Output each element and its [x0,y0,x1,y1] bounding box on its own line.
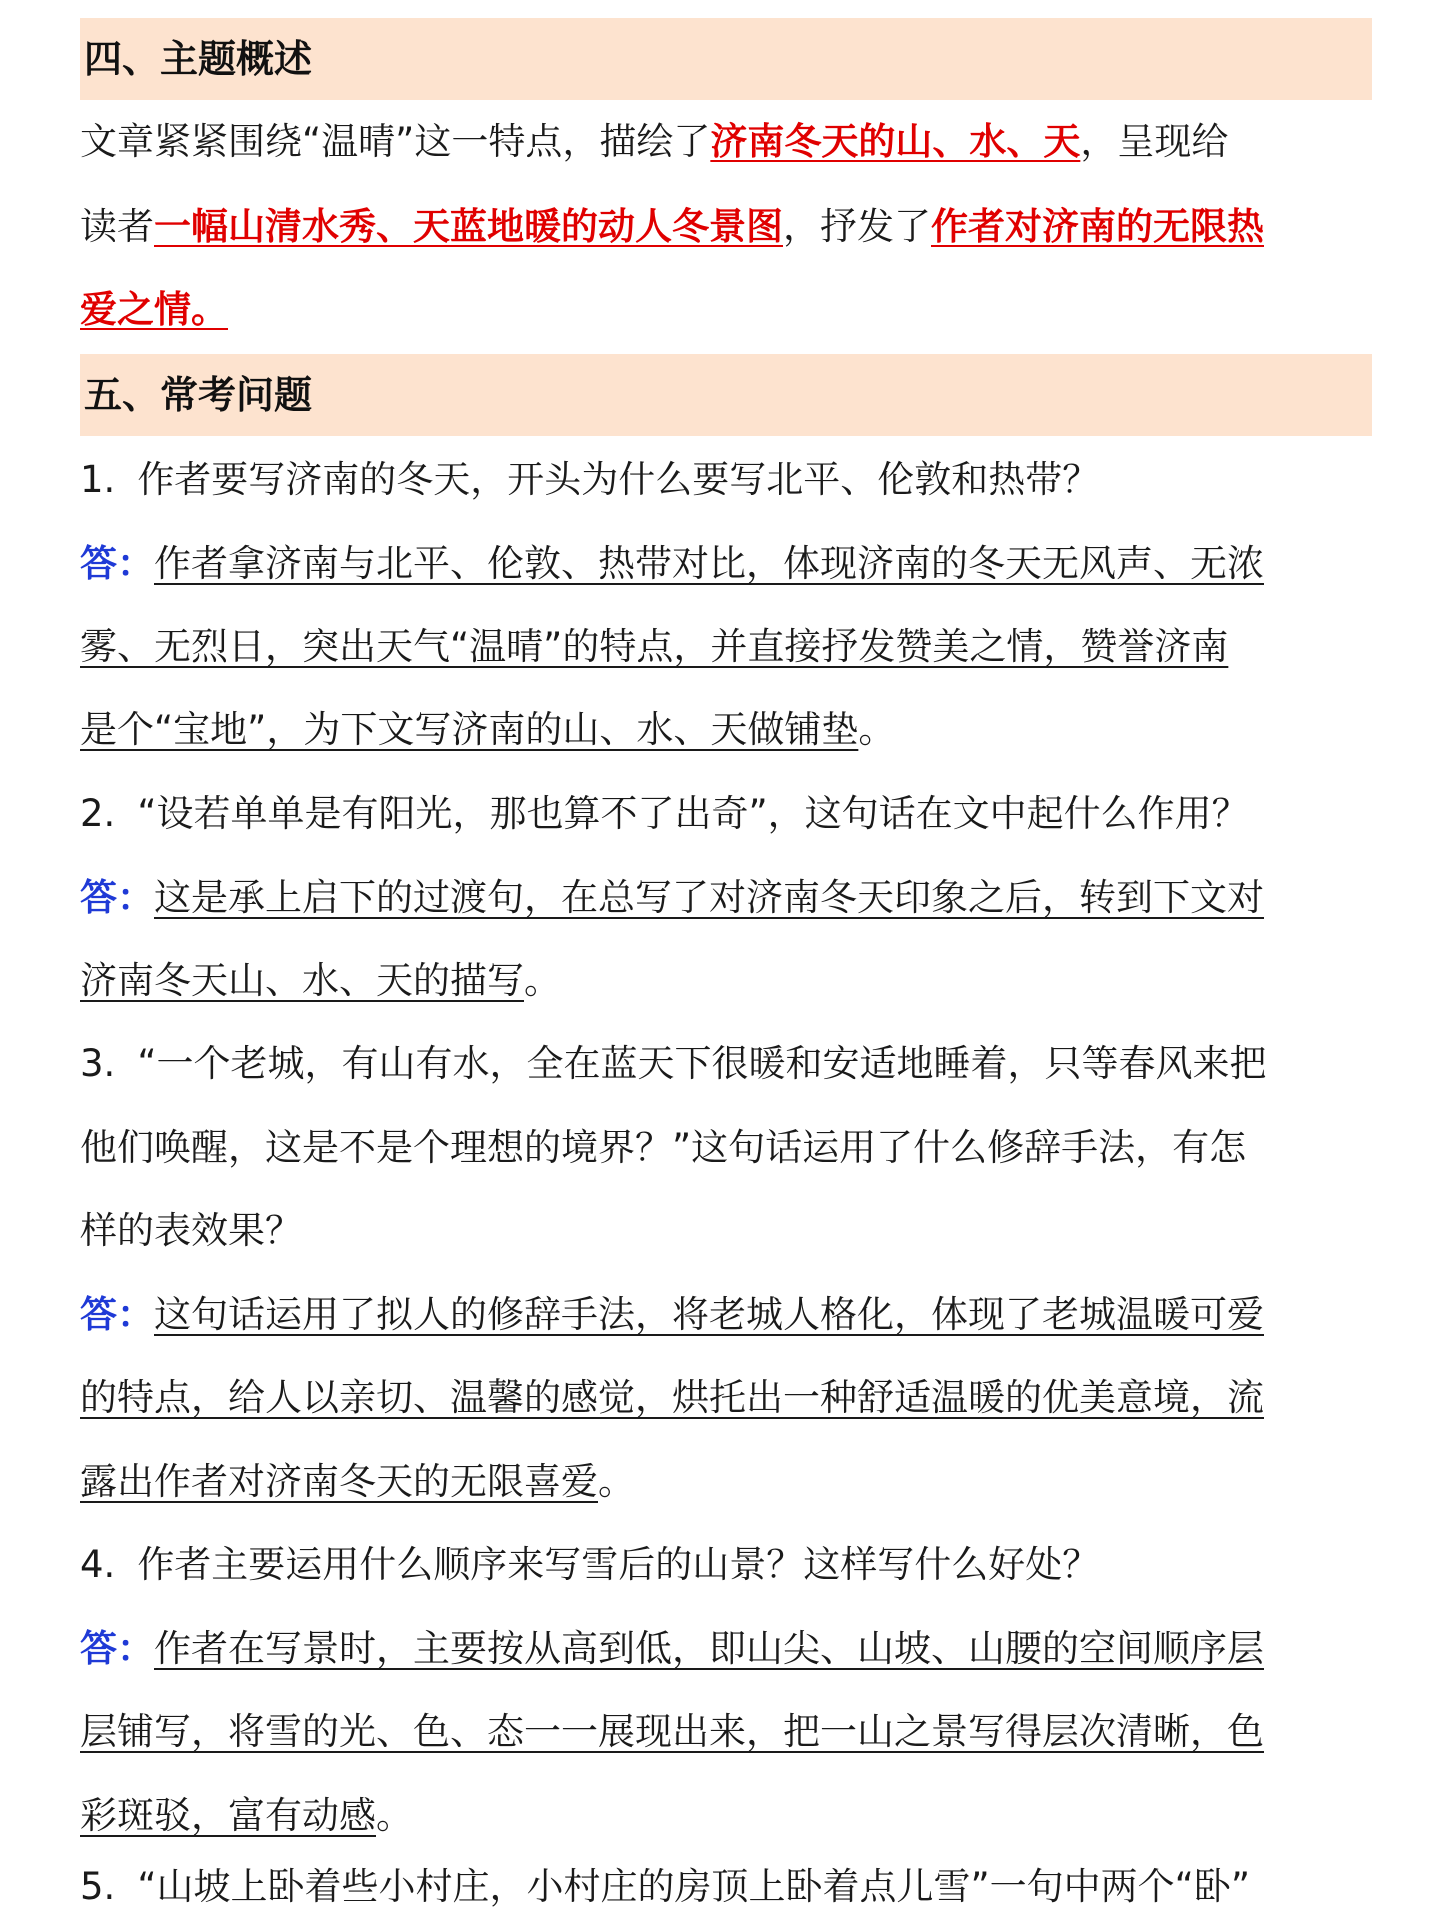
answer-text: 这是承上启下的过渡句，在总写了对济南冬天印象之后，转到下文对 [154,876,1264,919]
question-number: 3. [80,1042,116,1085]
answer-period: 。 [858,708,896,751]
highlight-text: 作者对济南的无限热 [931,205,1264,248]
answer-text: 层铺写，将雪的光、色、态一一展现出来，把一山之景写得层次清晰，色 [80,1710,1264,1753]
highlight-text: 爱之情。 [80,288,228,331]
answer-label: 答： [80,542,154,585]
question-number: 1. [80,458,116,501]
question-5 [80,1860,1372,1914]
text-run: ，呈现给 [1080,120,1229,163]
question-3-line-1 [80,1037,1372,1091]
answer-text: 作者拿济南与北平、伦敦、热带对比，体现济南的冬天无风声、无浓 [154,542,1264,585]
question-2 [80,787,1372,841]
answer-text: 这句话运用了拟人的修辞手法，将老城人格化，体现了老城温暖可爱 [154,1293,1264,1336]
question-1 [80,453,1372,507]
question-text: 他们唤醒，这是不是个理想的境界？”这句话运用了什么修辞手法，有怎 [80,1126,1247,1169]
answer-1-line-2 [80,620,1372,674]
answer-text: 彩斑驳，富有动感 [80,1794,376,1837]
question-text: 作者要写济南的冬天，开头为什么要写北平、伦敦和热带？ [137,458,1100,501]
question-3-line-3 [80,1204,1372,1258]
answer-2-line-1 [80,871,1372,925]
question-text: “设若单单是有阳光，那也算不了出奇”，这句话在文中起什么作用？ [137,792,1249,835]
question-4 [80,1538,1372,1592]
text-run: 读者 [80,205,154,248]
text-run: 文章紧紧围绕“温晴”这一特点，描绘了 [80,120,711,163]
answer-1-line-1 [80,537,1372,591]
question-text: 作者主要运用什么顺序来写雪后的山景？这样写什么好处？ [137,1543,1100,1586]
answer-3-line-1 [80,1288,1372,1342]
answer-text: 雾、无烈日，突出天气“温晴”的特点，并直接抒发赞美之情，赞誉济南 [80,625,1229,668]
question-text: “山坡上卧着些小村庄，小村庄的房顶上卧着点儿雪”一句中两个“卧” [137,1865,1250,1908]
section-4-title: 四、主题概述 [84,37,313,81]
answer-label: 答： [80,1293,154,1336]
answer-period: 。 [598,1460,635,1503]
question-text: 样的表效果？ [80,1209,302,1252]
question-3-line-2 [80,1121,1372,1175]
answer-text: 作者在写景时，主要按从高到低，即山尖、山坡、山腰的空间顺序层 [154,1627,1264,1670]
question-number: 5. [80,1865,116,1908]
answer-3-line-3 [80,1455,1372,1509]
section-4-line-1 [80,115,1372,169]
answer-text: 的特点，给人以亲切、温馨的感觉，烘托出一种舒适温暖的优美意境，流 [80,1376,1264,1419]
answer-label: 答： [80,876,154,919]
text-run: ，抒发了 [783,205,931,248]
answer-text: 济南冬天山、水、天的描写 [80,959,524,1002]
answer-label: 答： [80,1627,154,1670]
answer-text: 是个“宝地”，为下文写济南的山、水、天做铺垫 [80,708,859,751]
answer-4-line-2 [80,1705,1372,1759]
highlight-text: 一幅山清水秀、天蓝地暖的动人冬景图 [154,205,783,248]
question-number: 4. [80,1543,116,1586]
highlight-text: 济南冬天的山、水、天 [710,120,1081,163]
answer-1-line-3 [80,703,1372,757]
question-number: 2. [80,792,116,835]
answer-text: 露出作者对济南冬天的无限喜爱 [80,1460,598,1503]
answer-4-line-3 [80,1789,1372,1843]
answer-2-line-2 [80,954,1372,1008]
section-5-title: 五、常考问题 [84,373,313,417]
section-4-line-3 [80,283,1372,337]
question-text: “一个老城，有山有水，全在蓝天下很暖和安适地睡着，只等春风来把 [137,1042,1267,1085]
answer-period: 。 [376,1794,413,1837]
answer-3-line-2 [80,1371,1372,1425]
section-4-line-2 [80,200,1372,254]
answer-period: 。 [524,959,561,1002]
answer-4-line-1 [80,1622,1372,1676]
